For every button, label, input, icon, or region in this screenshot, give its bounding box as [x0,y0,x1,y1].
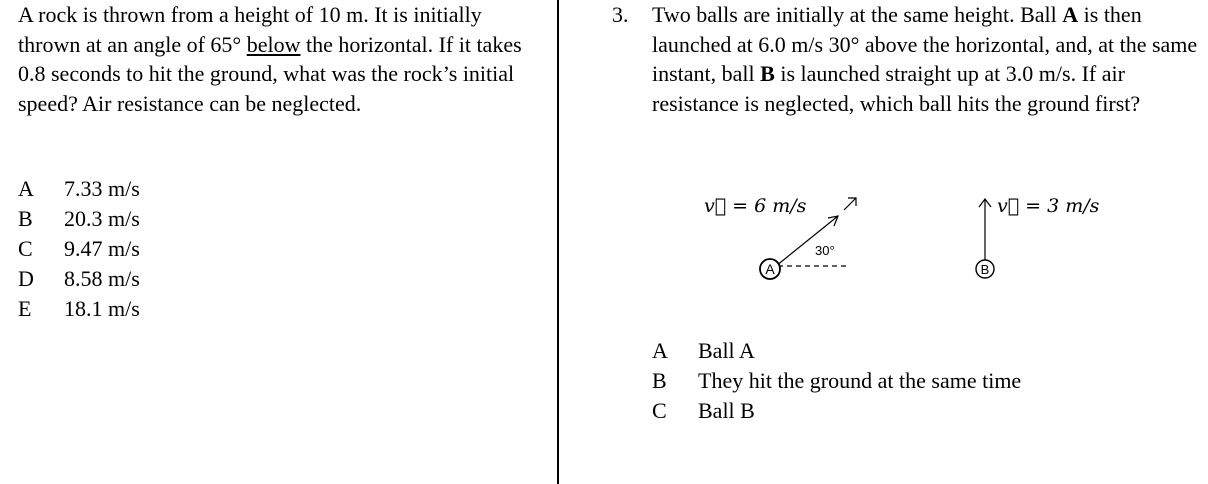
choice-text: They hit the ground at the same time [698,368,1022,393]
answer-choice[interactable] [18,294,140,324]
answer-choice[interactable] [18,264,140,294]
question-text-part: the horizontal. If it takes 0.8 seconds to hit the ground, what was the rock’s initial speed? Air resistance can be neglected. [18,31,522,116]
choice-text: Ball B [698,398,755,423]
question-number: 3. [612,2,629,27]
question-text-part: Two balls are initially at the same height. Ball [652,2,1063,27]
question-text-part: is launched straight up at 3.0 m/s. If air resistance is neglected, which ball hits the ground first? [652,61,1141,116]
answer-choice[interactable] [18,234,140,264]
velocity-label-b: v⃗ = 3 m/s [997,195,1100,217]
choice-text: 9.47 m/s [64,236,140,261]
diagram-svg [612,180,1202,300]
question-text-part: is then launched at 6.0 m/s 30° above the horizontal, and, at the same instant, ball [652,2,1198,86]
answer-choices-rock [18,174,140,324]
angle-label: 30° [815,243,835,258]
answer-choice[interactable] [652,336,1021,366]
answer-choice[interactable] [652,396,1021,426]
choice-text: 20.3 m/s [64,206,140,231]
question-balls-text [652,0,1202,118]
choice-letter: E [18,296,32,321]
question-text-part: A rock is thrown from a height of 10 m. It is initially thrown at an angle of 65° [18,2,482,57]
choice-letter: B [18,206,33,231]
choice-text: 18.1 m/s [64,296,140,321]
velocity-vector-a [776,216,838,266]
underlined-word: below [246,31,301,57]
choice-letter: A [18,176,34,201]
choice-text: Ball A [698,338,755,363]
ball-a-bold: A [1062,2,1079,27]
ball-b-bold: B [760,61,775,86]
choice-letter: D [18,266,34,291]
choice-letter: B [652,368,667,393]
ball-launch-diagram [612,180,1202,300]
ball-a-letter: A [765,261,775,277]
ball-b-letter: B [980,262,990,277]
answer-choice[interactable] [18,174,140,204]
choice-text: 7.33 m/s [64,176,140,201]
choice-letter: C [652,398,667,423]
question-rock [18,0,548,321]
velocity-label-a: v⃗ = 6 m/s [704,195,807,217]
choice-text: 8.58 m/s [64,266,140,291]
arrow-icon [844,198,856,210]
choice-letter: C [18,236,33,261]
choice-letter: A [652,338,668,363]
question-rock-text [18,0,548,118]
answer-choice[interactable] [652,366,1021,396]
column-divider [557,0,559,484]
answer-choices-balls [652,336,1021,426]
answer-choice[interactable] [18,204,140,234]
